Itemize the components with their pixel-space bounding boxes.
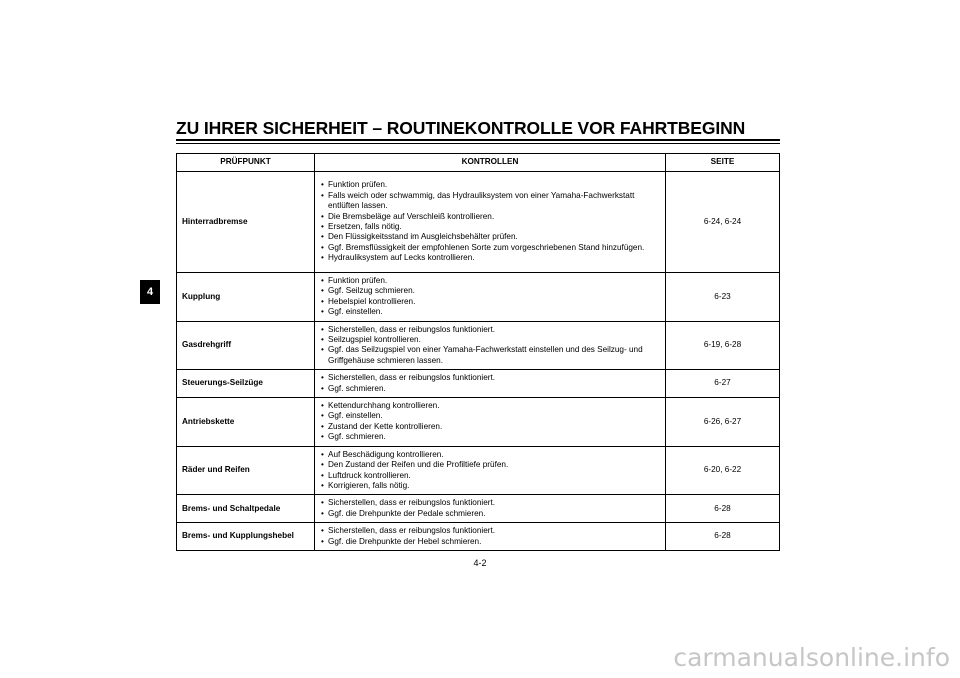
check-list	[321, 373, 661, 394]
page-reference: 6-28	[666, 495, 780, 523]
list-item: • Seilzugspiel kontrollieren.	[321, 335, 661, 345]
list-item: • Hebelspiel kontrollieren.	[321, 297, 661, 307]
watermark: carmanualsonline.info	[673, 643, 950, 672]
check-item: Steuerungs-Seilzüge	[177, 370, 315, 398]
page-reference: 6-27	[666, 370, 780, 398]
list-item: • Ersetzen, falls nötig.	[321, 222, 661, 232]
check-list	[321, 526, 661, 547]
page-reference: 6-28	[666, 523, 780, 551]
table-row	[177, 370, 780, 398]
page-title: ZU IHRER SICHERHEIT – ROUTINEKONTROLLE VOR FAHRTBEGINN	[176, 118, 746, 138]
list-item: • Ggf. schmieren.	[321, 432, 661, 442]
table-row	[177, 398, 780, 447]
list-item: • Luftdruck kontrollieren.	[321, 471, 661, 481]
check-item: Hinterradbremse	[177, 172, 315, 273]
check-item: Antriebskette	[177, 398, 315, 447]
header-page: SEITE	[666, 154, 780, 172]
list-item: • Den Flüssigkeitsstand im Ausgleichsbehälter prüfen.	[321, 232, 661, 242]
check-list-cell	[315, 172, 666, 273]
list-item: • Ggf. einstellen.	[321, 307, 661, 317]
list-item: • Ggf. Seilzug schmieren.	[321, 286, 661, 296]
list-item: • Ggf. schmieren.	[321, 384, 661, 394]
check-item: Brems- und Schaltpedale	[177, 495, 315, 523]
table-body	[177, 172, 780, 551]
list-item: • Falls weich oder schwammig, das Hydrauliksystem von einer Yamaha-Fachwerkstatt entlüften lassen.	[321, 191, 661, 212]
check-list-cell	[315, 273, 666, 322]
check-list-cell	[315, 321, 666, 370]
list-item: • Sicherstellen, dass er reibungslos funktioniert.	[321, 325, 661, 335]
check-item: Räder und Reifen	[177, 446, 315, 495]
check-list	[321, 276, 661, 318]
table-row	[177, 523, 780, 551]
list-item: • Ggf. Bremsflüssigkeit der empfohlenen Sorte zum vorgeschriebenen Stand hinzufügen.	[321, 243, 661, 253]
check-item: Gasdrehgriff	[177, 321, 315, 370]
checks-table	[176, 153, 780, 551]
list-item: • Sicherstellen, dass er reibungslos funktioniert.	[321, 498, 661, 508]
table-row	[177, 446, 780, 495]
check-list	[321, 180, 661, 263]
title-rule	[176, 139, 780, 141]
table-row	[177, 172, 780, 273]
list-item: • Funktion prüfen.	[321, 180, 661, 190]
check-list-cell	[315, 495, 666, 523]
list-item: • Kettendurchhang kontrollieren.	[321, 401, 661, 411]
page-number: 4-2	[473, 558, 487, 568]
table-row	[177, 273, 780, 322]
page-reference: 6-20, 6-22	[666, 446, 780, 495]
list-item: • Zustand der Kette kontrollieren.	[321, 422, 661, 432]
page-reference: 6-24, 6-24	[666, 172, 780, 273]
list-item: • Ggf. die Drehpunkte der Hebel schmieren.	[321, 537, 661, 547]
list-item: • Sicherstellen, dass er reibungslos funktioniert.	[321, 373, 661, 383]
check-item: Brems- und Kupplungshebel	[177, 523, 315, 551]
list-item: • Ggf. das Seilzugspiel von einer Yamaha-Fachwerkstatt einstellen und des Seilzug- und Griffgehäuse schmieren lassen.	[321, 345, 661, 366]
check-list-cell	[315, 523, 666, 551]
check-list-cell	[315, 446, 666, 495]
header-checks: KONTROLLEN	[315, 154, 666, 172]
page-reference: 6-19, 6-28	[666, 321, 780, 370]
check-list	[321, 401, 661, 443]
list-item: • Ggf. einstellen.	[321, 411, 661, 421]
list-item: • Den Zustand der Reifen und die Profiltiefe prüfen.	[321, 460, 661, 470]
check-list-cell	[315, 370, 666, 398]
title-rule-thin	[176, 143, 780, 144]
check-list	[321, 325, 661, 367]
table-row	[177, 321, 780, 370]
page-reference: 6-23	[666, 273, 780, 322]
list-item: • Hydrauliksystem auf Lecks kontrollieren.	[321, 253, 661, 263]
list-item: • Die Bremsbeläge auf Verschleiß kontrollieren.	[321, 212, 661, 222]
table-header-row	[177, 154, 780, 172]
table-row	[177, 495, 780, 523]
list-item: • Korrigieren, falls nötig.	[321, 481, 661, 491]
page-reference: 6-26, 6-27	[666, 398, 780, 447]
list-item: • Funktion prüfen.	[321, 276, 661, 286]
check-item: Kupplung	[177, 273, 315, 322]
header-item: PRÜFPUNKT	[177, 154, 315, 172]
chapter-tab: 4	[140, 280, 160, 304]
list-item: • Sicherstellen, dass er reibungslos funktioniert.	[321, 526, 661, 536]
check-list-cell	[315, 398, 666, 447]
check-list	[321, 498, 661, 519]
list-item: • Ggf. die Drehpunkte der Pedale schmieren.	[321, 509, 661, 519]
list-item: • Auf Beschädigung kontrollieren.	[321, 450, 661, 460]
check-list	[321, 450, 661, 492]
